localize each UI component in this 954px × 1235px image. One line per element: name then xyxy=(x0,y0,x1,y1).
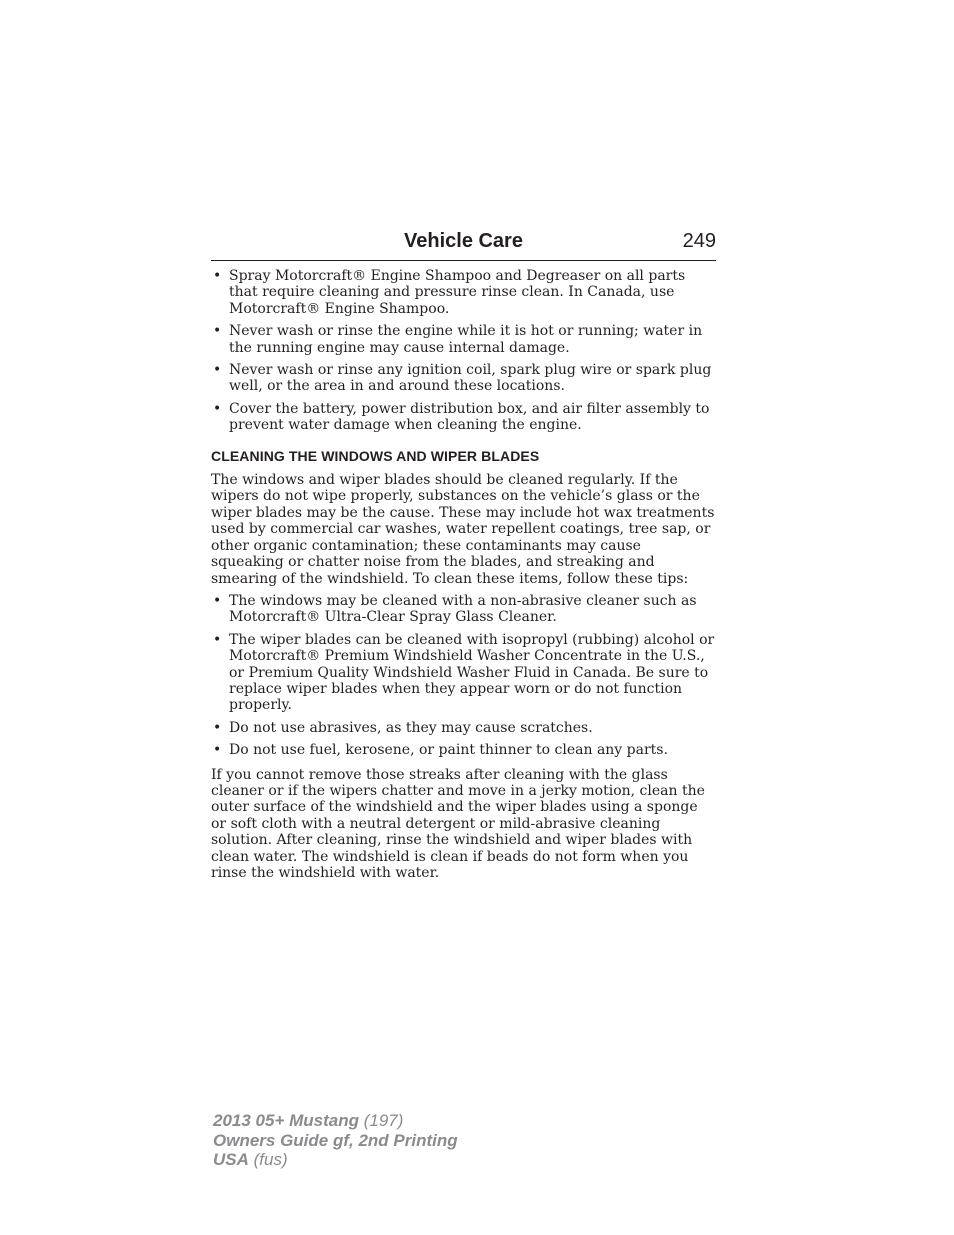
list-item: • Never wash or rinse any ignition coil, spark plug wire or spark plug well, or the area in and around these locations. xyxy=(211,362,716,395)
page-header xyxy=(211,228,716,261)
list-item: • Cover the battery, power distribution box, and air filter assembly to prevent water damage when cleaning the engine. xyxy=(211,401,716,434)
closing-paragraph: If you cannot remove those streaks after cleaning with the glass cleaner or if the wipers chatter and move in a jerky motion, clean the outer surface of the windshield and the wiper blades using a sponge or soft cloth with a neutral detergent or mild-abrasive cleaning solution. After cleaning, rinse the windshield and wiper blades with clean water. The windshield is clean if beads do not form when you rinse the windshield with water. xyxy=(211,766,705,881)
page-number: 249 xyxy=(682,230,716,252)
footer-model-code: (197) xyxy=(363,1111,404,1130)
list-item: • Never wash or rinse the engine while it is hot or running; water in the running engine may cause internal damage. xyxy=(211,323,716,356)
page-content xyxy=(211,268,716,887)
footer-guide: Owners Guide gf, 2nd Printing xyxy=(213,1130,458,1150)
cleaning-tips-list xyxy=(211,593,716,759)
list-item: • Do not use fuel, kerosene, or paint thinner to clean any parts. xyxy=(211,742,716,758)
section-heading: CLEANING THE WINDOWS AND WIPER BLADES xyxy=(211,447,540,464)
list-item: • The wiper blades can be cleaned with isopropyl (rubbing) alcohol or Motorcraft® Premium Windshield Washer Concentrate in the U.S., or Premium Quality Windshield Washer Fluid in Canada. Be sure to replace wiper blades when they appear worn or do not function properly. xyxy=(211,632,716,714)
page-footer xyxy=(213,1111,458,1170)
footer-region-code: (fus) xyxy=(253,1150,288,1169)
engine-cleaning-list xyxy=(211,268,716,434)
footer-model: 2013 05+ Mustang xyxy=(213,1111,359,1130)
list-item: • Do not use abrasives, as they may cause scratches. xyxy=(211,720,716,736)
section-title: Vehicle Care xyxy=(404,230,523,252)
footer-line-guide xyxy=(213,1131,458,1151)
footer-region: USA xyxy=(213,1150,249,1169)
list-item: • Spray Motorcraft® Engine Shampoo and Degreaser on all parts that require cleaning and pressure rinse clean. In Canada, use Motorcraft® Engine Shampoo. xyxy=(211,268,716,317)
footer-line-region xyxy=(213,1150,458,1170)
intro-paragraph: The windows and wiper blades should be cleaned regularly. If the wipers do not wipe properly, substances on the vehicle’s glass or the wiper blades may be the cause. These may include hot wax treatments used by commercial car washes, water repellent coatings, tree sap, or other organic contamination; these contaminants may cause squeaking or chatter noise from the blades, and streaking and smearing of the windshield. To clean these items, follow these tips: xyxy=(211,472,715,587)
list-item: • The windows may be cleaned with a non-abrasive cleaner such as Motorcraft® Ultra-Clear Spray Glass Cleaner. xyxy=(211,593,716,626)
footer-line-model xyxy=(213,1111,458,1131)
